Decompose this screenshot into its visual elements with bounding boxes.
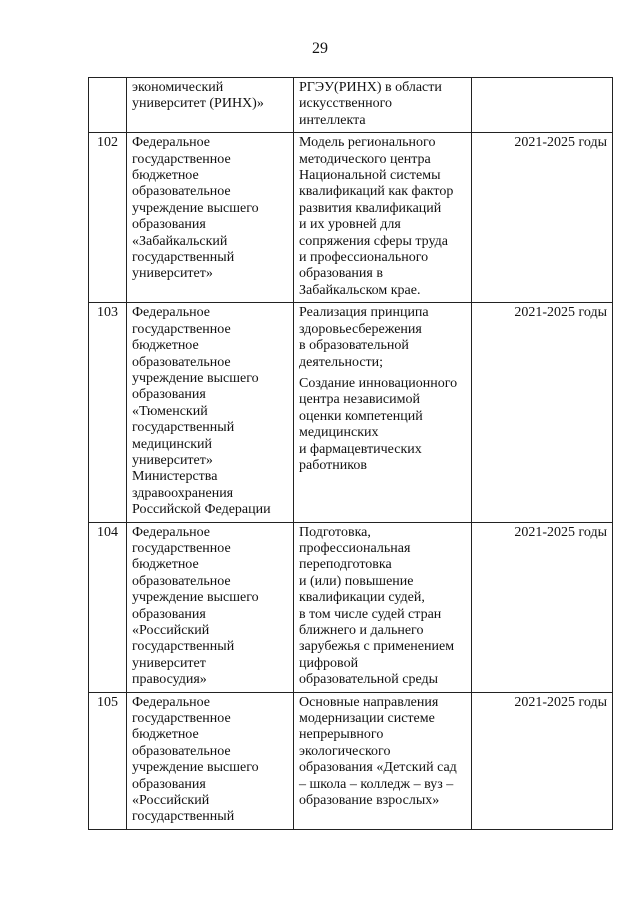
period-cell: 2021-2025 годы <box>472 303 613 522</box>
topic-line: квалификаций как фактор <box>299 184 454 200</box>
topic-line: ближнего и дальнего <box>299 623 424 638</box>
topic-line: образования в <box>299 266 383 282</box>
topic-line: Подготовка, <box>299 524 371 540</box>
topic-line: образовательной среды <box>299 672 439 688</box>
organization-line: государственное <box>132 540 231 556</box>
organization-cell <box>127 522 294 692</box>
period-cell: 2021-2025 годы <box>472 133 613 303</box>
topic-line: Национальной системы <box>299 168 441 184</box>
topic-line: медицинских <box>299 425 379 441</box>
row-number <box>89 78 127 133</box>
organization-line: здравоохранения <box>132 485 234 501</box>
topic-line: центра независимой <box>299 392 420 408</box>
organization-line: государственный <box>132 250 235 266</box>
topic-line: профессиональная <box>299 540 411 556</box>
table-row <box>89 692 613 829</box>
organization-line: образовательное <box>132 573 231 589</box>
topic-line: интеллекта <box>299 112 366 128</box>
organization-line: учреждение высшего <box>132 590 259 606</box>
organization-line: бюджетное <box>132 727 199 743</box>
project-topic-cell <box>294 78 472 133</box>
table-row <box>89 78 613 133</box>
organization-line: «Российский <box>132 623 210 638</box>
project-topic-cell <box>294 303 472 522</box>
topic-line: зарубежья с применением <box>299 639 455 655</box>
topic-line: и (или) повышение <box>299 573 414 589</box>
topic-line: образование взрослых» <box>299 793 440 809</box>
organization-cell <box>127 78 294 133</box>
topic-paragraph <box>299 525 466 689</box>
topic-line: и их уровней для <box>299 217 401 233</box>
organization-line: университет» <box>132 452 213 468</box>
topic-line: искусственного <box>299 96 392 112</box>
topic-line: Модель регионального <box>299 135 436 151</box>
organization-line: государственный <box>132 639 235 655</box>
topic-line: переподготовка <box>299 557 392 573</box>
topic-line: сопряжения сферы труда <box>299 233 448 249</box>
row-number: 102 <box>89 133 127 303</box>
organization-line: образовательное <box>132 354 231 370</box>
organization-line: медицинский <box>132 436 212 452</box>
organization-line: университет <box>132 655 206 671</box>
period-cell: 2021-2025 годы <box>472 522 613 692</box>
organization-line: учреждение высшего <box>132 760 259 776</box>
organization-line: бюджетное <box>132 168 199 184</box>
topic-line: развития квалификаций <box>299 200 442 216</box>
topic-paragraph <box>299 305 466 371</box>
organization-line: Федеральное <box>132 524 211 540</box>
organization-line: учреждение высшего <box>132 370 259 386</box>
organization-line: образования <box>132 606 206 622</box>
organization-line: учреждение высшего <box>132 200 259 216</box>
organization-line: государственный <box>132 420 235 436</box>
table-row <box>89 133 613 303</box>
organization-line: Министерства <box>132 469 218 485</box>
programs-table <box>88 77 613 830</box>
organization-cell <box>127 303 294 522</box>
page-number: 29 <box>312 40 328 57</box>
organization-line: Российской Федерации <box>132 502 271 518</box>
topic-line: в том числе судей стран <box>299 606 442 622</box>
organization-line: «Российский <box>132 793 210 809</box>
topic-line: квалификации судей, <box>299 590 425 606</box>
organization-line: «Забайкальский <box>132 233 228 249</box>
topic-line: Забайкальском крае. <box>299 282 421 298</box>
organization-line: правосудия» <box>132 672 207 688</box>
organization-line: Федеральное <box>132 694 211 710</box>
topic-paragraph <box>299 376 466 474</box>
topic-paragraph <box>299 80 466 129</box>
organization-line: Федеральное <box>132 135 211 151</box>
topic-line: образования «Детский сад <box>299 760 457 776</box>
topic-line: в образовательной <box>299 338 409 354</box>
organization-line: Федеральное <box>132 305 211 321</box>
topic-line: Реализация принципа <box>299 305 429 321</box>
table-body <box>89 78 613 830</box>
topic-line: деятельности; <box>299 354 384 370</box>
project-topic-cell <box>294 522 472 692</box>
topic-line: Основные направления <box>299 694 439 710</box>
organization-line: университет» <box>132 266 213 282</box>
organization-line: образовательное <box>132 743 231 759</box>
topic-line: оценки компетенций <box>299 408 423 424</box>
organization-line: образовательное <box>132 184 231 200</box>
topic-line: РГЭУ(РИНХ) в области <box>299 80 442 95</box>
project-topic-cell <box>294 692 472 829</box>
organization-line: «Тюменский <box>132 403 208 419</box>
organization-cell <box>127 133 294 303</box>
table-row <box>89 522 613 692</box>
period-cell: 2021-2025 годы <box>472 692 613 829</box>
organization-cell <box>127 692 294 829</box>
topic-line: здоровьесбережения <box>299 321 422 337</box>
topic-paragraph <box>299 135 466 299</box>
row-number: 105 <box>89 692 127 829</box>
topic-paragraph <box>299 695 466 810</box>
topic-line: непрерывного <box>299 727 384 743</box>
topic-line: цифровой <box>299 655 359 671</box>
topic-line: – школа – колледж – вуз – <box>299 776 454 792</box>
topic-line: модернизации системе <box>299 711 435 727</box>
organization-line: экономический <box>132 80 224 95</box>
organization-line: государственное <box>132 711 231 727</box>
organization-line: университет (РИНХ)» <box>132 96 264 112</box>
topic-line: методического центра <box>299 151 431 167</box>
row-number: 103 <box>89 303 127 522</box>
topic-line: и фармацевтических <box>299 441 422 457</box>
project-topic-cell <box>294 133 472 303</box>
topic-line: экологического <box>299 743 391 759</box>
row-number: 104 <box>89 522 127 692</box>
organization-line: государственное <box>132 151 231 167</box>
organization-line: образования <box>132 776 206 792</box>
topic-line: и профессионального <box>299 250 429 266</box>
organization-line: образования <box>132 387 206 403</box>
table-row <box>89 303 613 522</box>
topic-line: Создание инновационного <box>299 375 458 391</box>
organization-line: бюджетное <box>132 338 199 354</box>
organization-line: государственный <box>132 809 235 825</box>
topic-line: работников <box>299 457 367 473</box>
organization-line: образования <box>132 217 206 233</box>
organization-line: государственное <box>132 321 231 337</box>
organization-line: бюджетное <box>132 557 199 573</box>
period-cell <box>472 78 613 133</box>
